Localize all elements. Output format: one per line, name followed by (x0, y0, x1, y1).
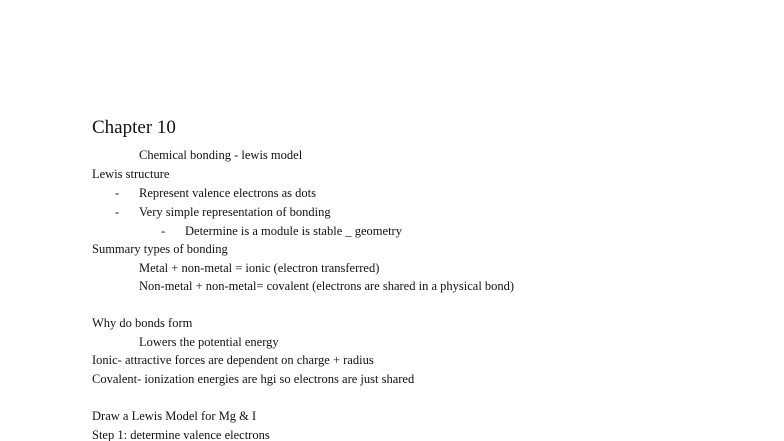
indented-line: Metal + non-metal = ionic (electron transferred) (139, 261, 380, 275)
text-line: Draw a Lewis Model for Mg & I (92, 409, 257, 423)
text-line: Summary types of bonding (92, 242, 228, 256)
bullet-dash: - (115, 205, 120, 219)
bullet-item: Represent valence electrons as dots (139, 186, 317, 200)
bullet-item: Very simple representation of bonding (139, 205, 331, 219)
sub-bullet-dash: - (161, 224, 166, 238)
text-line: Why do bonds form (92, 316, 193, 330)
text-line: Step 1: determine valence electrons (92, 428, 270, 441)
chapter-title: Chapter 10 (92, 117, 176, 138)
sub-bullet-item: Determine is a module is stable _ geometry (185, 224, 402, 238)
text-line: Ionic- attractive forces are dependent on charge + radius (92, 353, 374, 367)
text-line: Lewis structure (92, 167, 170, 181)
subtitle-line: Chemical bonding - lewis model (139, 148, 303, 162)
indented-line: Non-metal + non-metal= covalent (electrons are shared in a physical bond) (139, 279, 515, 293)
bullet-dash: - (115, 186, 120, 200)
text-line: Covalent- ionization energies are hgi so electrons are just shared (92, 372, 415, 386)
indented-line: Lowers the potential energy (139, 335, 279, 349)
